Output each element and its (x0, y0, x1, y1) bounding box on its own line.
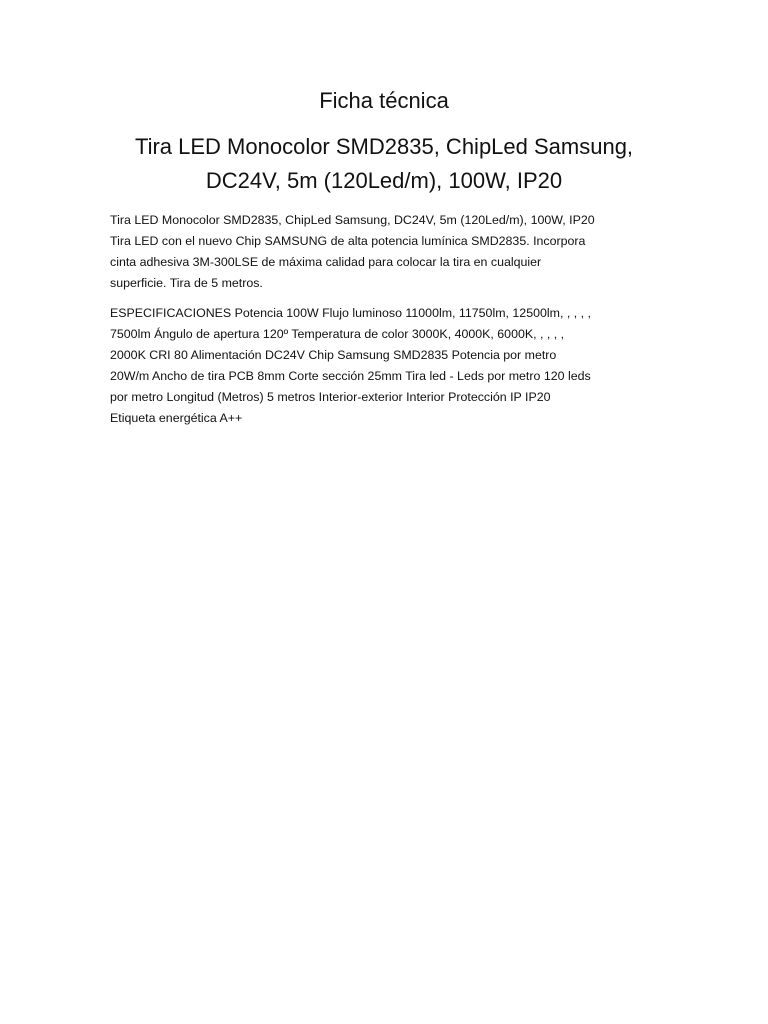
specs-line: Etiqueta energética A++ (110, 411, 243, 425)
intro-paragraph (110, 210, 660, 294)
intro-line: Tira LED con el nuevo Chip SAMSUNG de alta potencia lumínica SMD2835. Incorpora (110, 234, 586, 248)
specs-line: 20W/m Ancho de tira PCB 8mm Corte sección 25mm Tira led - Leds por metro 120 leds (110, 369, 591, 383)
intro-line: cinta adhesiva 3M-300LSE de máxima calidad para colocar la tira en cualquier (110, 255, 542, 269)
product-heading-line: DC24V, 5m (120Led/m), 100W, IP20 (205, 168, 563, 193)
document-title: Ficha técnica (319, 88, 449, 113)
product-heading (100, 130, 668, 198)
specs-line: 2000K CRI 80 Alimentación DC24V Chip Samsung SMD2835 Potencia por metro (110, 348, 557, 362)
intro-line: Tira LED Monocolor SMD2835, ChipLed Samsung, DC24V, 5m (120Led/m), 100W, IP20 (110, 213, 595, 227)
intro-line: superficie. Tira de 5 metros. (110, 276, 263, 290)
specs-line: ESPECIFICACIONES Potencia 100W Flujo luminoso 11000lm, 11750lm, 12500lm, , , , , (110, 306, 591, 320)
product-heading-line: Tira LED Monocolor SMD2835, ChipLed Samsung, (134, 134, 634, 159)
specifications-paragraph (110, 303, 660, 429)
specs-line: 7500lm Ángulo de apertura 120º Temperatura de color 3000K, 4000K, 6000K, , , , , (110, 327, 565, 341)
specs-line: por metro Longitud (Metros) 5 metros Interior-exterior Interior Protección IP IP20 (110, 390, 551, 404)
